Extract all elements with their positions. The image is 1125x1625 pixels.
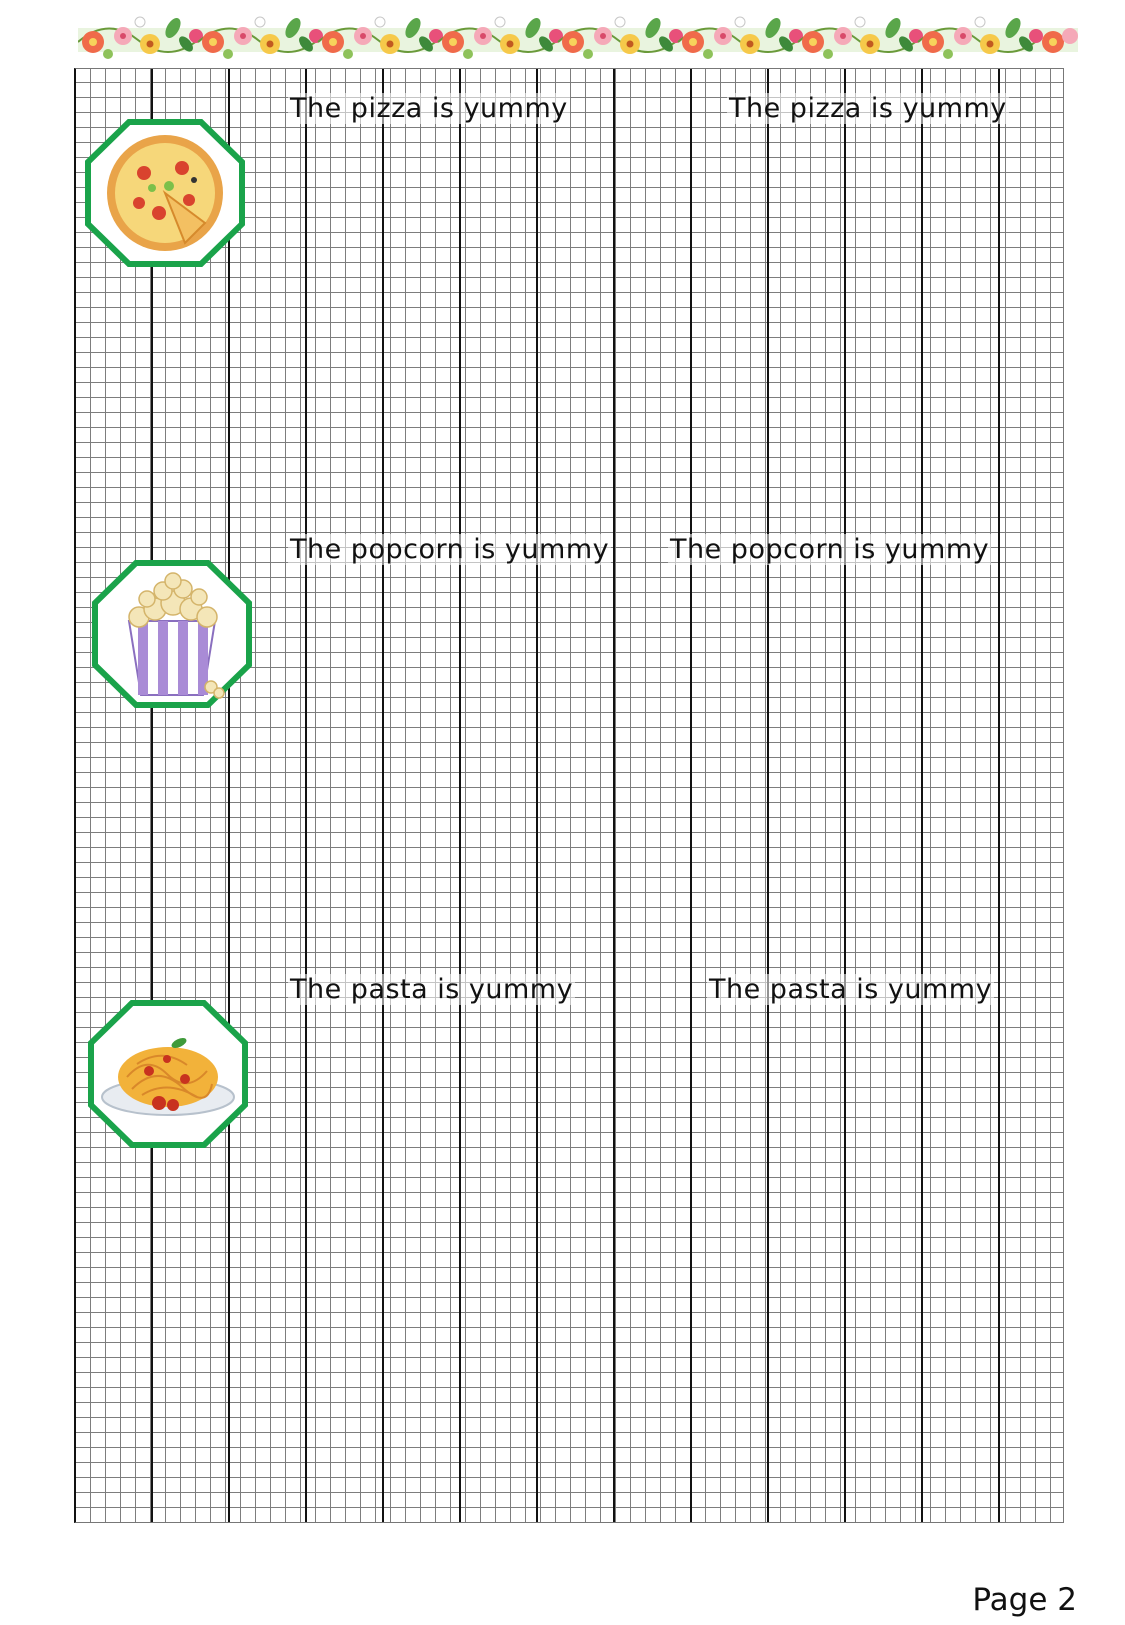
page-number: Page 2 bbox=[972, 1582, 1077, 1618]
floral-border-icon bbox=[78, 6, 1078, 62]
graph-paper-grid bbox=[74, 68, 1064, 1523]
sentence-right-pasta: The pasta is yummy bbox=[709, 974, 993, 1005]
sentence-right-popcorn: The popcorn is yummy bbox=[670, 534, 990, 565]
popcorn-icon bbox=[91, 559, 253, 709]
sentence-right-pizza: The pizza is yummy bbox=[729, 93, 1007, 124]
pasta-icon bbox=[87, 999, 249, 1149]
sentence-left-popcorn: The popcorn is yummy bbox=[290, 534, 610, 565]
pizza-icon bbox=[84, 118, 246, 268]
sentence-left-pasta: The pasta is yummy bbox=[290, 974, 574, 1005]
sentence-left-pizza: The pizza is yummy bbox=[290, 93, 568, 124]
